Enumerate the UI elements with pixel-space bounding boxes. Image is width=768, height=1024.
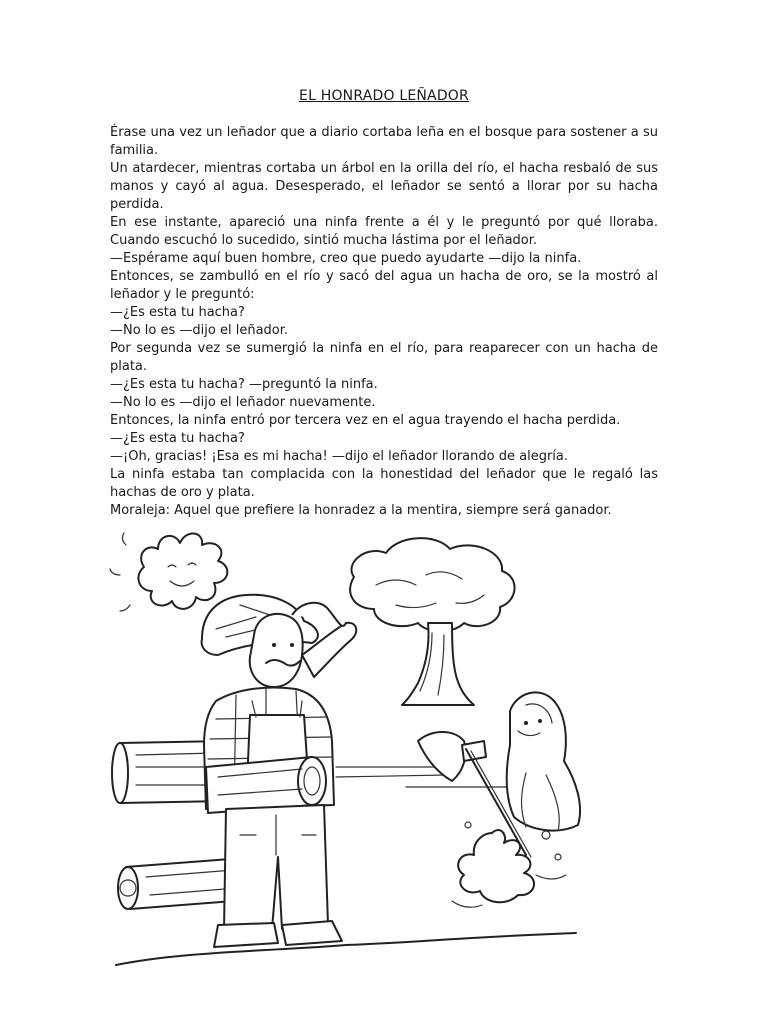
nymph-figure xyxy=(507,692,580,831)
story-paragraph: Entonces, se zambulló en el río y sacó del agua un hacha de oro, se la mostró al leñador y le preguntó: xyxy=(110,269,658,302)
story-paragraph: Entonces, la ninfa entró por tercera vez en el agua trayendo el hacha perdida. xyxy=(110,413,621,428)
story-illustration xyxy=(106,505,630,975)
story-paragraph: Un atardecer, mientras cortaba un árbol en la orilla del río, el hacha resbaló de sus manos y cayó al agua. Desesperado, el leñador se sentó a llorar por su hacha perdida. xyxy=(110,161,658,212)
story-title: EL HONRADO LEÑADOR xyxy=(299,88,469,104)
story-paragraph: La ninfa estaba tan complacida con la honestidad del leñador que le regaló las hachas de oro y plata. xyxy=(110,467,658,500)
story-body xyxy=(110,124,658,520)
woodcutter-and-nymph-coloring-illustration xyxy=(106,505,630,975)
story-paragraph: —No lo es —dijo el leñador. xyxy=(110,323,289,338)
story-paragraph: —Espérame aquí buen hombre, creo que puedo ayudarte —dijo la ninfa. xyxy=(110,251,582,266)
tree-icon xyxy=(350,538,514,705)
story-paragraph: —¿Es esta tu hacha? —preguntó la ninfa. xyxy=(110,377,378,392)
woodcutter-figure xyxy=(202,595,357,947)
story-paragraph: —¿Es esta tu hacha? xyxy=(110,305,245,320)
story-paragraph: Por segunda vez se sumergió la ninfa en el río, para reaparecer con un hacha de plata. xyxy=(110,341,658,374)
sun-icon xyxy=(110,533,227,611)
water-splash-icon xyxy=(452,822,566,907)
story-paragraph: Érase una vez un leñador que a diario cortaba leña en el bosque para sostener a su familia. xyxy=(110,125,658,158)
story-paragraph: —¿Es esta tu hacha? xyxy=(110,431,245,446)
story-paragraph: En ese instante, apareció una ninfa frente a él y le preguntó por qué lloraba. Cuando escuchó lo sucedido, sintió mucha lástima por el leñador. xyxy=(110,215,658,248)
story-paragraph: Moraleja: Aquel que prefiere la honradez a la mentira, siempre será ganador. xyxy=(110,503,612,518)
story-paragraph: —No lo es —dijo el leñador nuevamente. xyxy=(110,395,376,410)
story-paragraph: —¡Oh, gracias! ¡Esa es mi hacha! —dijo el leñador llorando de alegría. xyxy=(110,449,568,464)
